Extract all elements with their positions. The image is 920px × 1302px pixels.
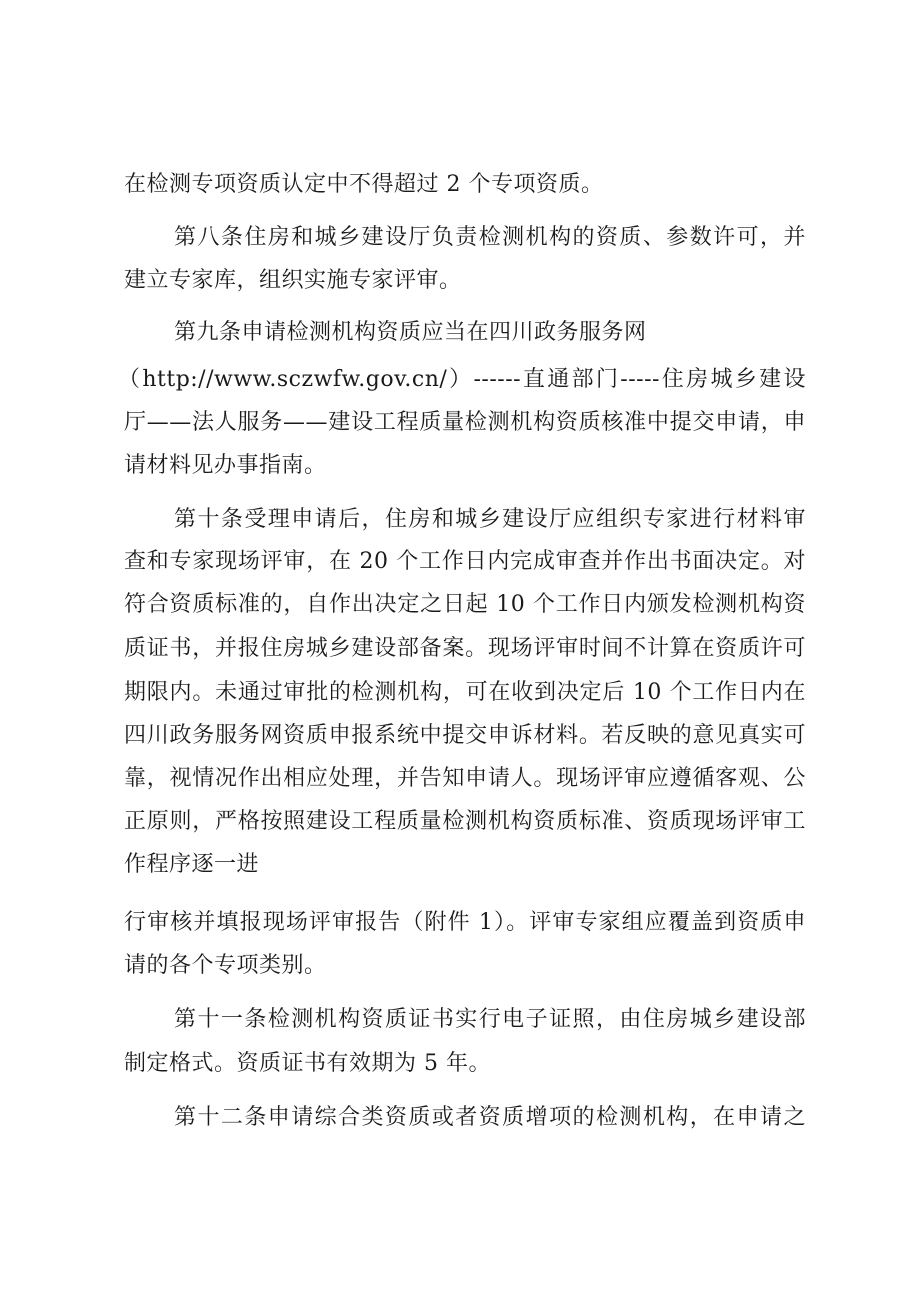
text-line: 第十二条申请综合类资质或者资质增项的检测机构，在申请之: [174, 1105, 806, 1130]
text-line: 作程序逐一进: [124, 852, 260, 877]
text-line: 厅——法人服务——建设工程质量检测机构资质核准中提交申请，申: [124, 410, 806, 435]
text-line: 第十一条检测机构资质证书实行电子证照，由住房城乡建设部: [174, 1007, 806, 1032]
text-line: 请的各个专项类别。: [124, 953, 327, 978]
text-line: 正原则，严格按照建设工程质量检测机构资质标准、资质现场评审工: [124, 809, 806, 834]
text-line: 第九条申请检测机构资质应当在四川政务服务网: [174, 320, 647, 345]
text-line: 靠，视情况作出相应处理，并告知申请人。现场评审应遵循客观、公: [124, 766, 806, 791]
text-line: 在检测专项资质认定中不得超过 2 个专项资质。: [124, 172, 604, 197]
text-line: 查和专家现场评审，在 20 个工作日内完成审查并作出书面决定。对: [124, 549, 806, 574]
text-line: 制定格式。资质证书有效期为 5 年。: [124, 1051, 491, 1076]
text-line: 第十条受理申请后，住房和城乡建设厅应组织专家进行材料审: [174, 507, 806, 532]
text-line: 建立专家库，组织实施专家评审。: [124, 268, 462, 293]
text-line: （http://www.sczwfw.gov.cn/）------直通部门-----住房城乡建设: [118, 367, 806, 392]
text-line: 第八条住房和城乡建设厅负责检测机构的资质、参数许可，并: [174, 225, 806, 250]
text-line: 四川政务服务网资质申报系统中提交申诉材料。若反映的意见真实可: [124, 723, 806, 748]
text-line: 行审核并填报现场评审报告（附件 1）。评审专家组应覆盖到资质申: [124, 910, 806, 935]
text-line: 符合资质标准的，自作出决定之日起 10 个工作日内颁发检测机构资: [124, 592, 806, 617]
text-line: 质证书，并报住房城乡建设部备案。现场评审时间不计算在资质许可: [124, 636, 806, 661]
text-line: 请材料见办事指南。: [124, 453, 327, 478]
text-line: 期限内。未通过审批的检测机构，可在收到决定后 10 个工作日内在: [124, 680, 806, 705]
